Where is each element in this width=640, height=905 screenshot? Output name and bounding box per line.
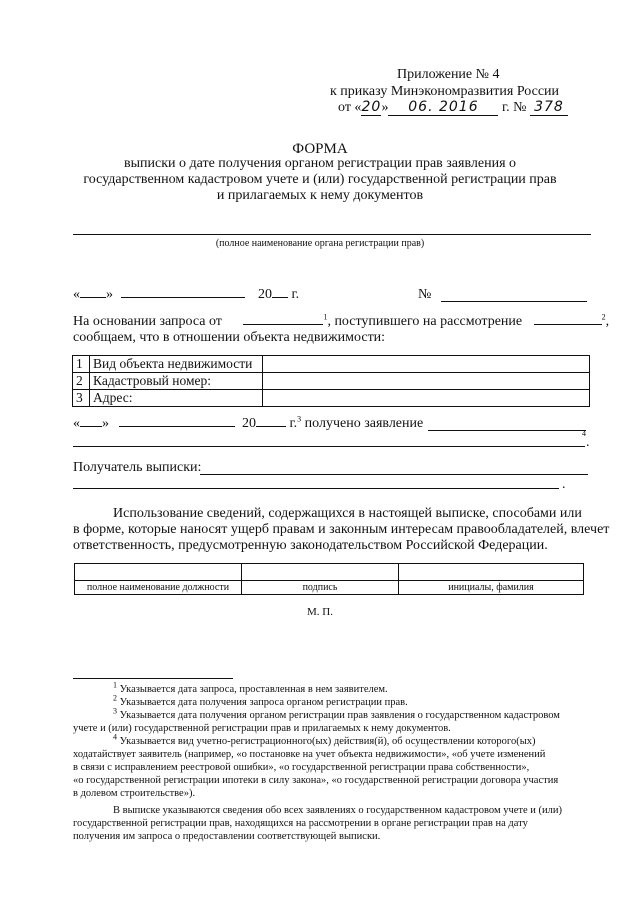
month-field[interactable] [121,297,245,298]
review-date-field[interactable] [534,324,602,325]
footnote-note: В выписке указываются сведения обо всех заявлениях о государственном кадастровом учете и (или) [113,805,562,816]
signature-cell[interactable] [242,564,399,581]
received-day-field[interactable] [80,426,102,427]
stamp-placeholder: М. П. [307,606,333,618]
order-number-handwritten: 378 [530,99,568,116]
signature-caption: подпись [242,581,399,595]
date-day-handwritten: 20 [361,99,382,115]
basis-line2: сообщаем, что в отношении объекта недвижимости: [73,330,386,345]
recipient-field[interactable] [200,474,588,475]
date-number-row: « » 20 г. [73,287,300,302]
application-field[interactable] [428,430,586,431]
form-subtitle-line1: выписки о дате получения органом регистрации прав заявления о [123,156,517,171]
row-value[interactable] [263,373,590,390]
basis-line1: На основании запроса от $^1$, поступившего на рассмотрение $^2$, [73,312,610,329]
row-number: 2 [73,373,90,390]
row-number: 3 [73,390,90,407]
received-line: « » 20 г.$^3$ получено заявление [73,414,424,431]
table-row [73,356,590,373]
form-subtitle-line2: государственном кадастровом учете и (или) государственной регистрации прав [83,172,557,187]
warning-line2: в форме, которые наносят ущерб правам и законным интересам правообладателей, влечет [73,522,610,537]
order-reference: к приказу Минэкономразвития России [330,84,560,99]
table-row [73,373,590,390]
day-field[interactable] [80,297,106,298]
position-cell[interactable] [75,564,242,581]
year-number-label: г. № [501,100,527,115]
year-field[interactable] [272,297,288,298]
footnote-1: $^1$ Указывается дата запроса, проставленная в нем заявителем. [113,680,388,695]
authority-name-line[interactable] [73,234,591,235]
request-date-field[interactable] [243,324,323,325]
footnote-4: $^4$ Указывается вид учетно-регистрационного(ых) действия(й), об осуществлении которого(ых) [113,732,536,747]
footnote-2: $^2$ Указывается дата получения запроса органом регистрации прав. [113,693,408,708]
form-subtitle-line3: и прилагаемых к нему документов [216,188,424,203]
recipient-field-line2[interactable] [73,488,559,489]
number-label: № [418,287,432,302]
footnote-3: $^3$ Указывается дата получения органом регистрации прав заявления о государственном кадастровом [113,706,560,721]
recipient-label: Получатель выписки: [73,460,202,475]
date-quote-close: » [381,100,389,115]
warning-line1: Использование сведений, содержащихся в настоящей выписке, способами или [113,506,582,521]
warning-line3: ответственность, предусмотренную законодательством Российской Федерации. [73,538,548,553]
order-date-line [338,99,568,116]
object-table [72,355,590,407]
received-year-field[interactable] [256,426,286,427]
row-value[interactable] [263,390,590,407]
received-month-field[interactable] [119,426,235,427]
initials-cell[interactable] [399,564,584,581]
number-field[interactable] [441,301,587,302]
initials-caption: инициалы, фамилия [399,581,584,595]
footnote-separator [73,678,233,679]
row-label: Кадастровый номер: [90,373,263,390]
position-caption: полное наименование должности [75,581,242,595]
form-title: ФОРМА [292,141,348,157]
date-rest-handwritten: 06. 2016 [388,99,498,116]
from-prefix: от « [338,100,362,115]
appendix-label: Приложение № 4 [397,67,500,82]
application-field-line2[interactable] [73,446,585,447]
signature-table [74,563,584,595]
row-number: 1 [73,356,90,373]
row-label: Адрес: [90,390,263,407]
authority-caption: (полное наименование органа регистрации прав) [215,238,425,249]
row-value[interactable] [263,356,590,373]
footnotes: $^1$ Указывается дата запроса, проставленная в нем заявителем. $^2$ Указывается дата получения запроса органом регистрации прав. $^3$ Указывается дата получения органом регистрации прав заявления о государственном кадастровом учете и (или) государственной регистрации прав и прилагаемых к нему документов. $^4$ Указывается вид учетно-регистрационного(ых) действия(й), об осуществлении которого(ых) ходатайствует заявитель (например, «о постановке на учет объекта недвижимости», «об учете изменений в связи с исправлением реестровой ошибки», «о государственной регистрации права собственности», «о государственной регистрации ипотеки в силу закона», «о государственной регистрации договора участия в долевом строительстве»). В выписке указываются сведения обо всех заявлениях о государственном кадастровом учете и (или) государственной регистрации прав, находящихся на рассмотрении в органе регистрации прав на дату получения им запроса о предоставлении соответствующей выписки. [73,683,593,843]
table-row [73,390,590,407]
row-label: Вид объекта недвижимости [90,356,263,373]
